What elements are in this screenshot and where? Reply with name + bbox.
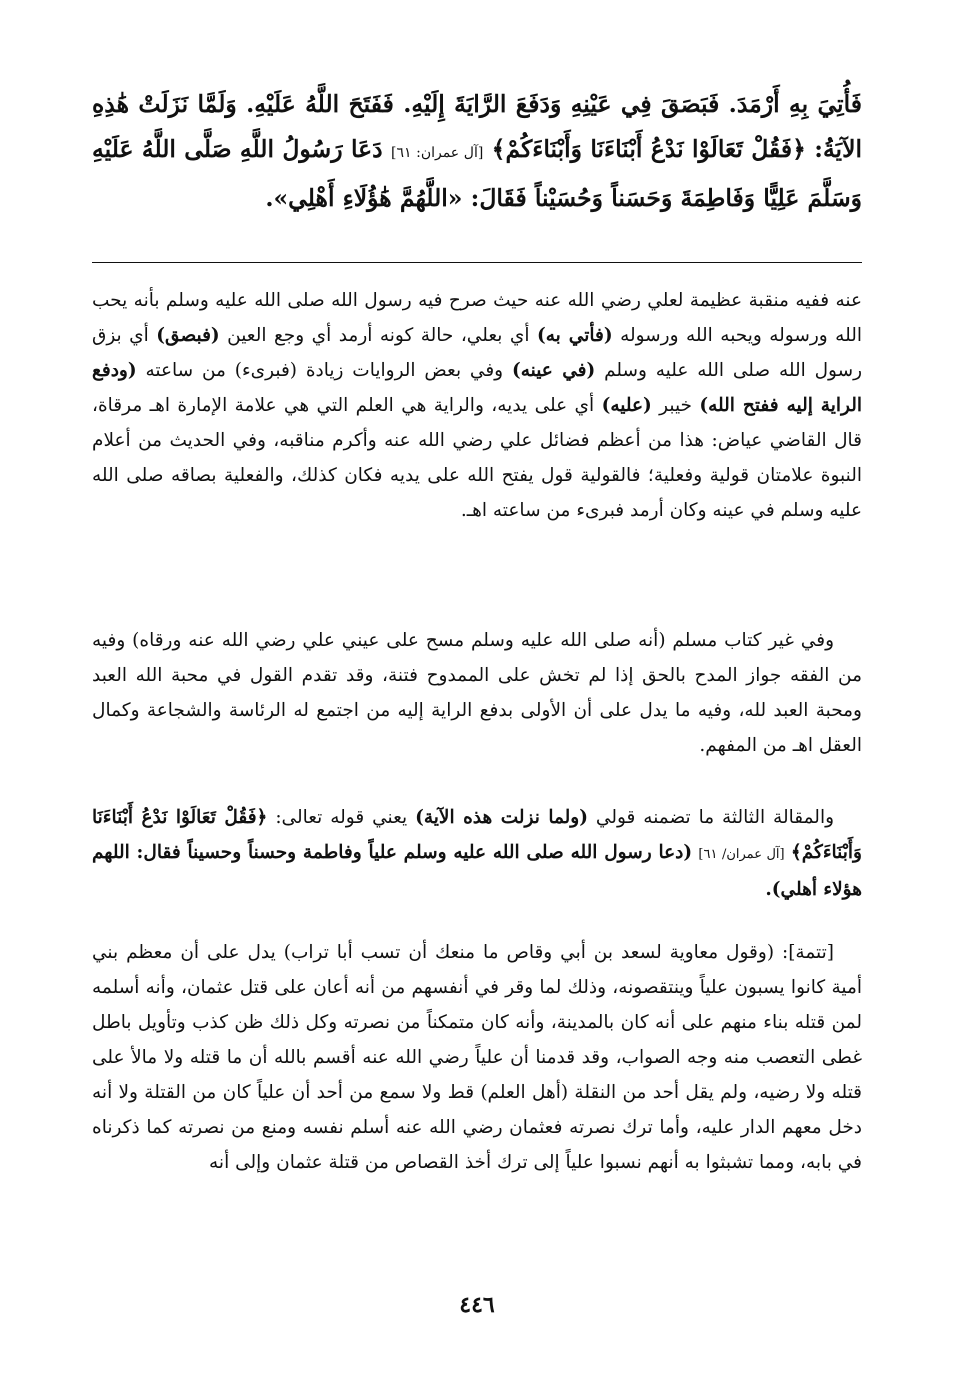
quoted-phrase: (في عينه)	[511, 360, 596, 381]
section-divider	[92, 262, 862, 263]
quran-verse: ﴿فَقُلْ تَعَالَوْا نَدْعُ أَبْنَاءَنَا وَأَبْنَاءَكُمْ﴾	[92, 807, 862, 863]
text-run: خيبر	[659, 395, 692, 416]
quoted-phrase: (ودفع الراية إليه ففتح الله)	[92, 360, 863, 416]
text-run: أي على يديه، والراية هي العلم التي هي علامة الإمارة اهـ مرقاة، قال القاضي عياض: هذا من أعظم فضائل علي رضي الله عنه وأكرم مناقبه، وفي الحديث من أعلام النبوة علامتان قولية وفعلية؛ فالقولية قول يفتح الله على يديه فكان كذلك، والفعلية بصاقه صلى الله عليه وسلم في عينه وكان أرمد فبرىء من ساعته اهـ.	[92, 395, 862, 521]
quoted-phrase: (فأتي به)	[536, 325, 613, 346]
text-run: والمقالة الثالثة ما تضمنه قولي	[595, 807, 835, 828]
text-run: أي بعلي، حالة كونه أرمد أي وجع العين	[227, 325, 530, 346]
page-number: ٤٤٦	[459, 1292, 495, 1318]
text-run: عنه ففيه منقبة عظيمة لعلي رضي الله عنه حيث صرح فيه رسول الله صلى الله عليه وسلم بأنه يحب الله ورسوله ويحبه الله ورسوله	[92, 290, 863, 346]
hadith-text	[92, 82, 862, 221]
hadith-sentence-2: دَعَا رَسُولُ اللَّهِ صَلَّى اللَّهُ عَلَيْهِ وَسَلَّمَ عَلِيًّا وَفَاطِمَةَ وَحَسَناً وَحُسَيْناً فَقَالَ:	[92, 135, 862, 212]
commentary-paragraph-4	[92, 935, 862, 1180]
quoted-phrase: (عليه)	[601, 395, 652, 416]
quoted-phrase: (ولما نزلت هذه الآية)	[415, 807, 588, 828]
commentary-paragraph-2	[92, 623, 862, 763]
hadith-sentence-1: فَأُتِيَ بِهِ أَرْمَدَ. فَبَصَقَ فِي عَيْنِهِ وَدَفَعَ الرَّايَةَ إِلَيْهِ. فَفَتَحَ اللَّهُ عَلَيْهِ. وَلَمَّا نَزَلَتْ هَٰذِهِ الآيَةُ:	[92, 90, 863, 163]
text-run: وفي بعض الروايات زيادة (فبرىء) من ساعته	[145, 360, 504, 381]
hadith-quote: «اللَّهُمَّ هَٰؤُلَاءِ أَهْلِي».	[265, 184, 463, 212]
verse-reference: [آل عمران/ ٦١]	[698, 847, 785, 862]
text-run: وفي غير كتاب مسلم (أنه صلى الله عليه وسلم مسح على عيني علي رضي الله عنه ورقاه) وفيه من الفقه جواز المدح بالحق إذا لم تخش على الممدوح فتنة، وقد تقدم القول في محبة الله العبد ومحبة العبد لله، وفيه ما يدل على أن الأولى بدفع الراية إليه من اجتمع له الرئاسة والشجاعة وكمال العقل اهـ من المفهم.	[92, 630, 862, 756]
text-run: [تتمة]: (وقول معاوية لسعد بن أبي وقاص ما منعك أن تسب أبا تراب) يدل على أن معظم بني أمية كانوا يسبون علياً وينتقصونه، وذلك لما وقر في أنفسهم من أنه أعان على قتل عثمان، وأنه أسلمه لمن قتله بناء منهم على أنه كان بالمدينة، وأنه كان متمكناً من نصرته وكل ذلك ظن كذب وتأويل باطل غطى التعصب منه وجه الصواب، وقد قدمنا أن علياً رضي الله عنه أقسم بالله أن ما قتله ولا مالأ على قتله ولا رضيه، ولم يقل أحد من النقلة (أهل العلم) قط ولا سمع من أحد أن علياً كان من القتلة ولا أنه دخل معهم الدار عليه، وأما ترك نصرته فعثمان رضي الله عنه أسلم نفسه ومنع من نصرته كما ذكرناه في بابه، ومما تشبثوا به أنهم نسبوا علياً إلى ترك أخذ القصاص من قتلة عثمان وإلى أنه	[92, 942, 862, 1173]
quoted-phrase: (دعا رسول الله صلى الله عليه وسلم علياً وفاطمة وحسناً وحسيناً فقال: اللهم هؤلاء أهلي).	[92, 842, 862, 900]
text-run: أي بزق رسول الله صلى الله عليه وسلم	[92, 325, 863, 381]
text-run: يعني قوله تعالى:	[275, 807, 408, 828]
commentary-paragraph-1	[92, 283, 862, 528]
quran-verse: ﴿فَقُلْ تَعَالَوْا نَدْعُ أَبْنَاءَنَا وَأَبْنَاءَكُمْ﴾	[491, 135, 806, 163]
verse-reference: [آل عمران: ٦١]	[390, 145, 484, 161]
commentary-paragraph-3	[92, 800, 862, 907]
quoted-phrase: (فبصق)	[156, 325, 220, 346]
